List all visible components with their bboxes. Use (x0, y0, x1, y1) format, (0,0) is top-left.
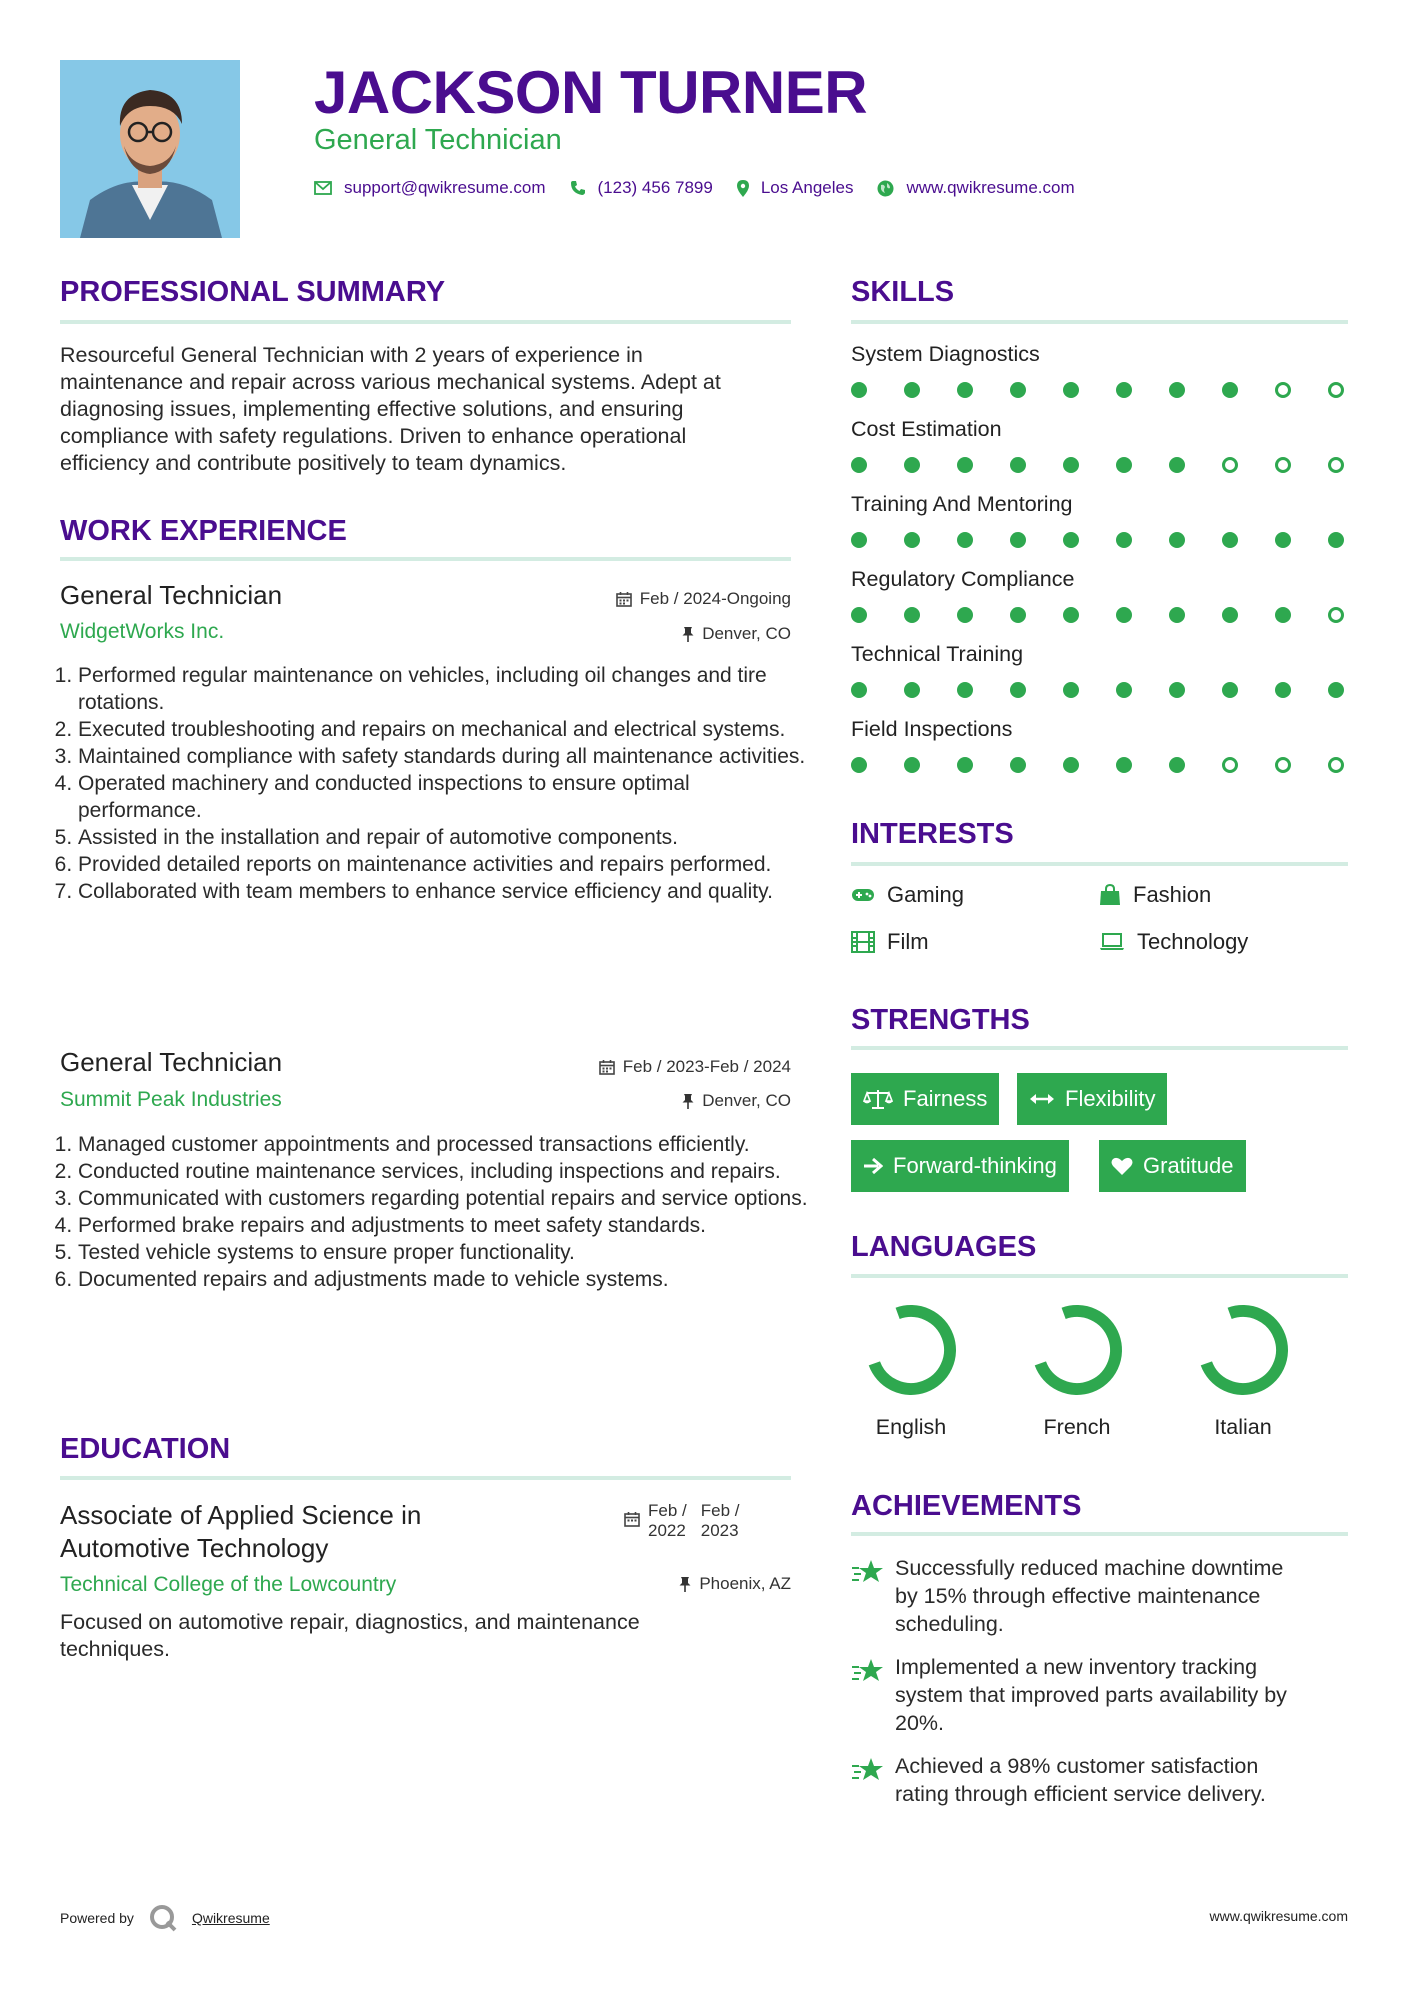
job-title: General Technician (60, 580, 283, 610)
interest-film: Film (851, 929, 929, 955)
envelope-icon (314, 181, 332, 195)
rating-dot-filled (1222, 532, 1238, 548)
job-title: General Technician (60, 1047, 283, 1077)
rating-dot-filled (1222, 607, 1238, 623)
language-item (1012, 1300, 1142, 1440)
rating-dot-filled (1063, 607, 1079, 623)
strength-tag-flexibility: Flexibility (1017, 1073, 1167, 1125)
rating-dot-filled (1169, 607, 1185, 623)
rating-dot-filled (851, 382, 867, 398)
rating-dot-empty (1275, 757, 1291, 773)
phone-icon (570, 180, 586, 196)
skill-label: Regulatory Compliance (851, 567, 1075, 591)
rating-dot-filled (957, 682, 973, 698)
rating-dot-filled (851, 457, 867, 473)
list-item: 1. Managed customer appointments and processed transactions efficiently. (78, 1131, 813, 1158)
rating-dot-filled (904, 532, 920, 548)
rating-dot-filled (1222, 382, 1238, 398)
language-ring (1178, 1300, 1308, 1400)
rating-dot-filled (851, 757, 867, 773)
rating-dot-filled (904, 607, 920, 623)
skill-row (851, 417, 1348, 492)
job-location: Denver, CO (480, 624, 791, 644)
rating-dot-empty (1328, 382, 1344, 398)
rating-dot-empty (1222, 757, 1238, 773)
rating-dot-filled (1275, 532, 1291, 548)
contact-email[interactable]: support@qwikresume.com (344, 178, 546, 197)
rating-dot-filled (851, 682, 867, 698)
list-item: 1. Performed regular maintenance on vehicles, including oil changes and tire rotations. (78, 662, 813, 716)
skill-rating (851, 757, 1348, 773)
skill-row (851, 567, 1348, 642)
pushpin-icon (682, 626, 694, 642)
skill-row (851, 642, 1348, 717)
language-item (846, 1300, 976, 1440)
list-item: 4. Operated machinery and conducted inspections to ensure optimal performance. (78, 770, 813, 824)
candidate-title: General Technician (314, 124, 562, 156)
skill-label: Technical Training (851, 642, 1024, 666)
rating-dot-filled (1275, 682, 1291, 698)
list-item: 4. Performed brake repairs and adjustments to meet safety standards. (78, 1212, 813, 1239)
language-label: French (1043, 1415, 1111, 1439)
strengths-divider (851, 1046, 1348, 1050)
job-dates: Feb / 2023-Feb / 2024 (480, 1057, 791, 1077)
rating-dot-empty (1275, 382, 1291, 398)
interests-heading: INTERESTS (851, 818, 1014, 850)
brand-link[interactable]: Qwikresume (191, 1910, 270, 1926)
rating-dot-filled (904, 457, 920, 473)
rating-dot-filled (1169, 682, 1185, 698)
calendar-icon (616, 591, 632, 607)
education-heading: EDUCATION (60, 1433, 231, 1465)
rating-dot-empty (1275, 457, 1291, 473)
interest-gaming: Gaming (851, 882, 964, 908)
languages-heading: LANGUAGES (851, 1231, 1037, 1263)
rating-dot-filled (1116, 757, 1132, 773)
skill-label: Training And Mentoring (851, 492, 1073, 516)
rating-dot-empty (1328, 757, 1344, 773)
rating-dot-filled (1063, 682, 1079, 698)
language-item (1178, 1300, 1308, 1440)
list-item: 6. Provided detailed reports on maintenance activities and repairs performed. (78, 851, 813, 878)
skill-rating (851, 382, 1348, 398)
strength-tag-fairness: Fairness (851, 1073, 999, 1125)
language-ring (1012, 1300, 1142, 1400)
star-speed-icon (851, 1756, 885, 1784)
qwikresume-logo-icon (148, 1903, 178, 1933)
rating-dot-filled (1063, 532, 1079, 548)
interest-fashion: Fashion (1099, 882, 1211, 908)
heart-icon (1111, 1156, 1133, 1176)
rating-dot-filled (1169, 757, 1185, 773)
experience-heading: WORK EXPERIENCE (60, 515, 347, 547)
rating-dot-filled (851, 532, 867, 548)
rating-dot-filled (1169, 457, 1185, 473)
rating-dot-filled (904, 682, 920, 698)
list-item: 2. Conducted routine maintenance services, including inspections and repairs. (78, 1158, 813, 1185)
rating-dot-filled (904, 382, 920, 398)
rating-dot-filled (1063, 382, 1079, 398)
languages-list (846, 1300, 1346, 1450)
summary-text: Resourceful General Technician with 2 years of experience in maintenance and repair across various mechanical systems. Adept at diagnosing issues, implementing effective solutions, and ensuring compliance with safety regulations. Driven to enhance operational efficiency and contribute positively to team dynamics. (60, 343, 721, 475)
rating-dot-empty (1328, 607, 1344, 623)
calendar-icon (624, 1511, 640, 1527)
rating-dot-filled (904, 757, 920, 773)
achievement-item: Successfully reduced machine downtime by 15% through effective maintenance scheduling. (851, 1554, 1283, 1638)
achievement-item: Achieved a 98% customer satisfaction rating through efficient service delivery. (851, 1752, 1266, 1808)
education-dates: Feb / 2022 Feb / 2023 (624, 1501, 740, 1541)
summary-heading: PROFESSIONAL SUMMARY (60, 276, 446, 308)
skills-divider (851, 320, 1348, 324)
rating-dot-filled (957, 382, 973, 398)
language-label: English (875, 1415, 947, 1439)
education-divider (60, 1476, 791, 1480)
footer-powered (60, 1903, 270, 1933)
list-item: 7. Collaborated with team members to enhance service efficiency and quality. (78, 878, 813, 905)
rating-dot-filled (1116, 457, 1132, 473)
strength-tag-gratitude: Gratitude (1099, 1140, 1246, 1192)
skill-rating (851, 682, 1348, 698)
rating-dot-filled (851, 607, 867, 623)
rating-dot-filled (1010, 532, 1026, 548)
rating-dot-filled (1275, 607, 1291, 623)
contact-phone[interactable]: (123) 456 7899 (597, 178, 713, 197)
list-item: 3. Communicated with customers regarding potential repairs and service options. (78, 1185, 813, 1212)
portrait-image (60, 60, 240, 238)
rating-dot-filled (1116, 382, 1132, 398)
contact-bar (314, 178, 1099, 198)
language-level-arc (1206, 1311, 1282, 1389)
achievements-heading: ACHIEVEMENTS (851, 1490, 1082, 1522)
skill-rating (851, 457, 1348, 473)
profile-photo (60, 60, 240, 238)
skill-row (851, 342, 1348, 417)
skill-label: Cost Estimation (851, 417, 1002, 441)
skill-row (851, 492, 1348, 567)
achievement-item: Implemented a new inventory tracking system that improved parts availability by 20%. (851, 1653, 1287, 1737)
job-company: WidgetWorks Inc. (60, 620, 225, 643)
skill-label: System Diagnostics (851, 342, 1040, 366)
rating-dot-filled (957, 757, 973, 773)
degree-title: Associate of Applied Science in Automotive Technology (60, 1500, 422, 1563)
summary-divider (60, 320, 791, 324)
rating-dot-filled (957, 607, 973, 623)
film-icon (851, 931, 875, 953)
skills-list (851, 342, 1348, 792)
contact-location: Los Angeles (760, 178, 854, 197)
rating-dot-filled (957, 532, 973, 548)
skill-label: Field Inspections (851, 717, 1013, 741)
rating-dot-filled (1063, 757, 1079, 773)
pushpin-icon (682, 1093, 694, 1109)
list-item: 2. Executed troubleshooting and repairs on mechanical and electrical systems. (78, 716, 813, 743)
rating-dot-filled (1116, 682, 1132, 698)
map-marker-icon (737, 180, 749, 197)
rating-dot-empty (1222, 457, 1238, 473)
job-company: Summit Peak Industries (60, 1088, 282, 1111)
language-label: Italian (1214, 1415, 1272, 1439)
languages-divider (851, 1274, 1348, 1278)
candidate-name: JACKSON TURNER (314, 59, 868, 126)
rating-dot-filled (1010, 682, 1026, 698)
strengths-heading: STRENGTHS (851, 1004, 1030, 1036)
rating-dot-filled (1169, 532, 1185, 548)
education-description: Focused on automotive repair, diagnostics, and maintenance techniques. (60, 1610, 640, 1661)
gamepad-icon (851, 887, 875, 903)
rating-dot-filled (1116, 607, 1132, 623)
rating-dot-filled (1010, 607, 1026, 623)
arrows-horizontal-icon (1029, 1092, 1055, 1106)
language-ring (846, 1300, 976, 1400)
skill-rating (851, 532, 1348, 548)
list-item: 3. Maintained compliance with safety standards during all maintenance activities. (78, 743, 813, 770)
pushpin-icon (679, 1576, 691, 1592)
powered-by-label: Powered by (60, 1910, 134, 1926)
skill-rating (851, 607, 1348, 623)
laptop-icon (1099, 932, 1125, 952)
rating-dot-filled (1328, 532, 1344, 548)
globe-icon (877, 180, 894, 197)
school-name: Technical College of the Lowcountry (60, 1573, 397, 1596)
list-item: 5. Tested vehicle systems to ensure proper functionality. (78, 1239, 813, 1266)
job-duties (60, 662, 813, 905)
language-level-arc (874, 1311, 950, 1389)
rating-dot-filled (1010, 457, 1026, 473)
rating-dot-empty (1328, 457, 1344, 473)
skill-row (851, 717, 1348, 792)
job-location: Denver, CO (480, 1091, 791, 1111)
arrow-right-icon (863, 1157, 883, 1175)
balance-scale-icon (863, 1088, 893, 1110)
job-duties (60, 1131, 813, 1293)
rating-dot-filled (1169, 382, 1185, 398)
contact-website[interactable]: www.qwikresume.com (906, 178, 1075, 197)
language-level-arc (1040, 1311, 1116, 1389)
rating-dot-filled (957, 457, 973, 473)
star-speed-icon (851, 1657, 885, 1685)
job-dates: Feb / 2024-Ongoing (480, 589, 791, 609)
strength-tag-forward-thinking: Forward-thinking (851, 1140, 1069, 1192)
rating-dot-filled (1116, 532, 1132, 548)
footer-website[interactable]: www.qwikresume.com (1209, 1908, 1348, 1924)
interest-technology: Technology (1099, 929, 1248, 955)
star-speed-icon (851, 1558, 885, 1586)
rating-dot-filled (1010, 382, 1026, 398)
skills-heading: SKILLS (851, 276, 955, 308)
rating-dot-filled (1328, 682, 1344, 698)
list-item: 6. Documented repairs and adjustments made to vehicle systems. (78, 1266, 813, 1293)
rating-dot-filled (1063, 457, 1079, 473)
achievements-divider (851, 1532, 1348, 1536)
rating-dot-filled (1010, 757, 1026, 773)
calendar-icon (599, 1059, 615, 1075)
shopping-bag-icon (1099, 884, 1121, 906)
interests-divider (851, 862, 1348, 866)
list-item: 5. Assisted in the installation and repair of automotive components. (78, 824, 813, 851)
education-location: Phoenix, AZ (480, 1574, 791, 1594)
rating-dot-filled (1222, 682, 1238, 698)
experience-divider (60, 557, 791, 561)
